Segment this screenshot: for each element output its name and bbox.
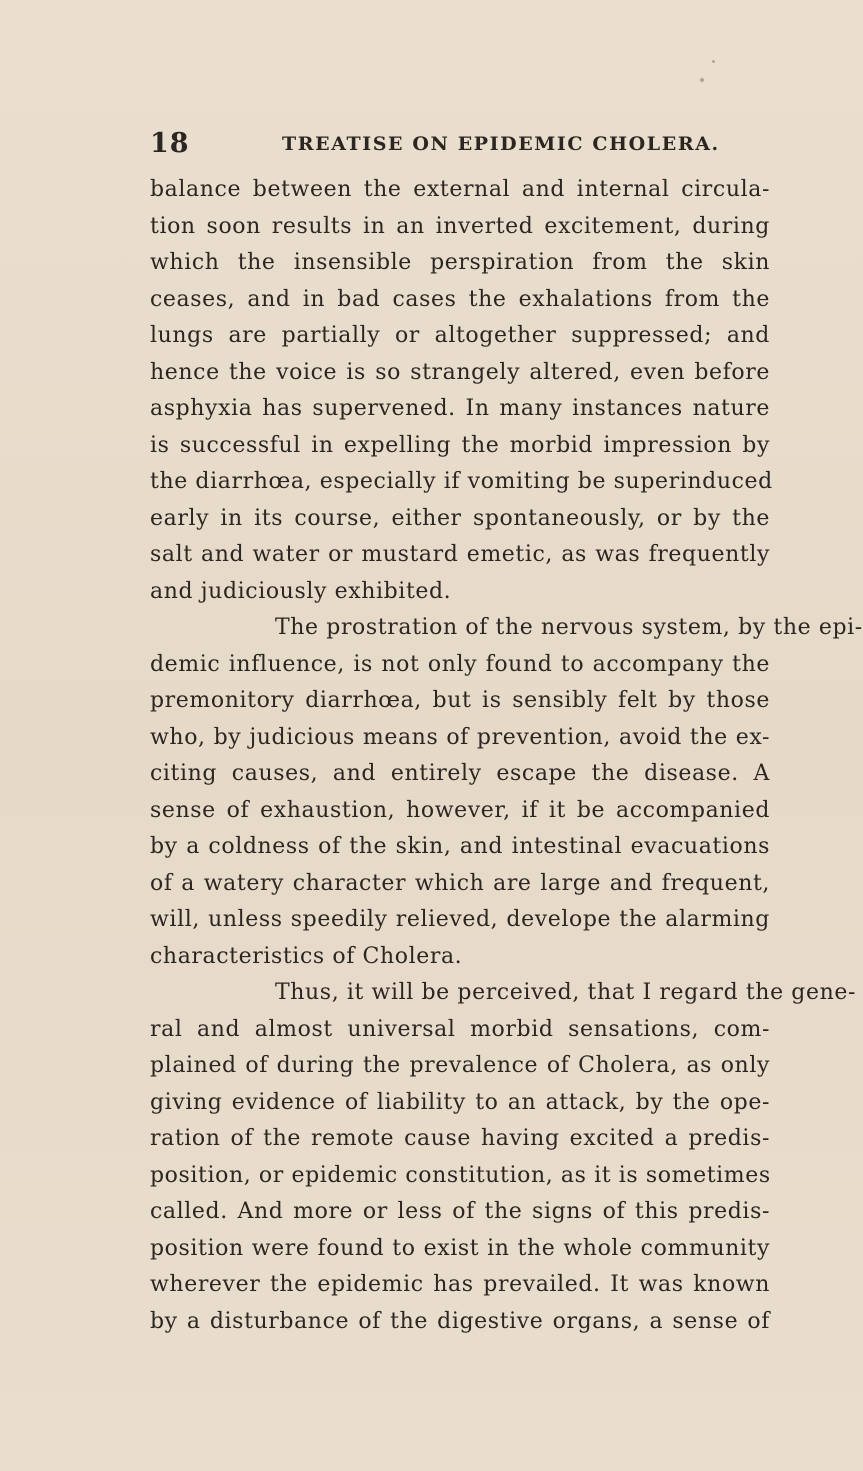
text-line: sense of exhaustion, however, if it be accompanied — [150, 797, 770, 823]
text-line: position were found to exist in the whole community — [150, 1235, 770, 1261]
text-line: is successful in expelling the morbid impression by — [150, 432, 770, 458]
text-line: giving evidence of liability to an attack, by the ope- — [150, 1089, 770, 1115]
text-line: position, or epidemic constitution, as it is sometimes — [150, 1162, 771, 1188]
text-line: premonitory diarrhœa, but is sensibly felt by those — [150, 688, 770, 713]
text-line: ration of the remote cause having excited a predis- — [150, 1126, 770, 1151]
page-number: 18 — [150, 128, 190, 159]
text-line: called. And more or less of the signs of this predis- — [150, 1199, 770, 1224]
text-line: the diarrhœa, especially if vomiting be superinduced — [150, 469, 773, 494]
paper-speck — [700, 78, 704, 82]
text-line: Thus, it will be perceived, that I regard the gene- — [275, 980, 857, 1005]
text-line: characteristics of Cholera. — [150, 943, 463, 969]
paper-speck — [712, 60, 715, 63]
text-line: The prostration of the nervous system, by the epi- — [275, 615, 863, 640]
text-line: demic influence, is not only found to accompany the — [150, 651, 770, 677]
text-line: ral and almost universal morbid sensations, com- — [150, 1016, 770, 1042]
text-line: which the insensible perspiration from the skin — [150, 250, 770, 275]
text-line: by a disturbance of the digestive organs, a sense of — [150, 1308, 770, 1334]
text-line: wherever the epidemic has prevailed. It was known — [150, 1272, 770, 1297]
body-text — [150, 172, 863, 1340]
text-line: balance between the external and internal circula- — [150, 177, 770, 202]
text-line: citing causes, and entirely escape the disease. A — [150, 761, 770, 786]
text-line: who, by judicious means of prevention, avoid the ex- — [150, 724, 770, 750]
text-line: tion soon results in an inverted excitement, during — [150, 213, 770, 239]
text-line: hence the voice is so strangely altered, even before — [150, 359, 770, 385]
text-line: ceases, and in bad cases the exhalations from the — [150, 286, 770, 312]
text-line: plained of during the prevalence of Cholera, as only — [150, 1053, 770, 1078]
text-line: lungs are partially or altogether suppressed; and — [150, 323, 770, 348]
text-line: by a coldness of the skin, and intestinal evacuations — [150, 834, 770, 859]
text-line: asphyxia has supervened. In many instances nature — [150, 396, 770, 421]
running-head — [150, 128, 760, 168]
text-line: will, unless speedily relieved, develope the alarming — [150, 907, 770, 932]
text-line: of a watery character which are large and frequent, — [150, 870, 770, 896]
text-line: salt and water or mustard emetic, as was frequently — [150, 542, 770, 567]
text-line: early in its course, either spontaneously, or by the — [150, 505, 770, 531]
text-line: and judiciously exhibited. — [150, 578, 452, 604]
running-title: TREATISE ON EPIDEMIC CHOLERA. — [282, 133, 720, 155]
